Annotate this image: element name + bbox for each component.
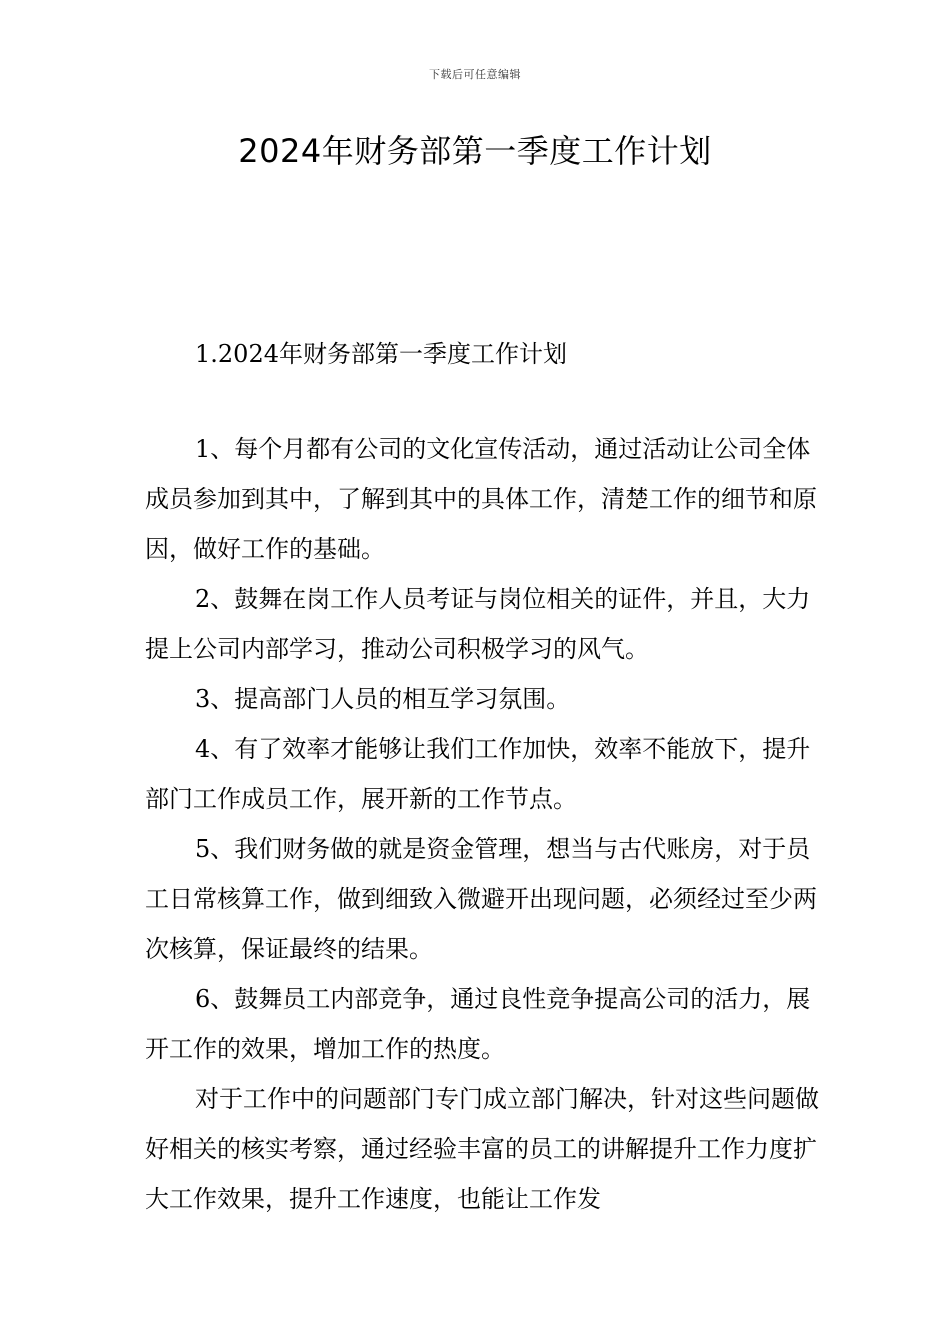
section-heading: 1.2024年财务部第一季度工作计划 (195, 340, 567, 368)
paragraph-2: 2、鼓舞在岗工作人员考证与岗位相关的证件，并且，大力提上公司内部学习，推动公司积极学习的风气。 (145, 585, 811, 663)
paragraph-1: 1、每个月都有公司的文化宣传活动，通过活动让公司全体成员参加到其中，了解到其中的具体工作，清楚工作的细节和原因，做好工作的基础。 (145, 435, 817, 563)
paragraph-4: 4、有了效率才能够让我们工作加快，效率不能放下，提升部门工作成员工作，展开新的工作节点。 (145, 735, 811, 813)
paragraph-7: 对于工作中的问题部门专门成立部门解决，针对这些问题做好相关的核实考察，通过经验丰富的员工的讲解提升工作力度扩大工作效果，提升工作速度，也能让工作发 (145, 1085, 819, 1213)
document-title: 2024年财务部第一季度工作计划 (238, 132, 712, 170)
paragraph-5: 5、我们财务做的就是资金管理，想当与古代账房，对于员工日常核算工作，做到细致入微避开出现问题，必须经过至少两次核算，保证最终的结果。 (145, 835, 817, 963)
document-body (145, 424, 825, 1224)
paragraph-3: 3、提高部门人员的相互学习氛围。 (195, 685, 571, 713)
paragraph-6: 6、鼓舞员工内部竞争，通过良性竞争提高公司的活力，展开工作的效果，增加工作的热度。 (145, 985, 811, 1063)
header-note: 下载后可任意编辑 (429, 68, 521, 81)
